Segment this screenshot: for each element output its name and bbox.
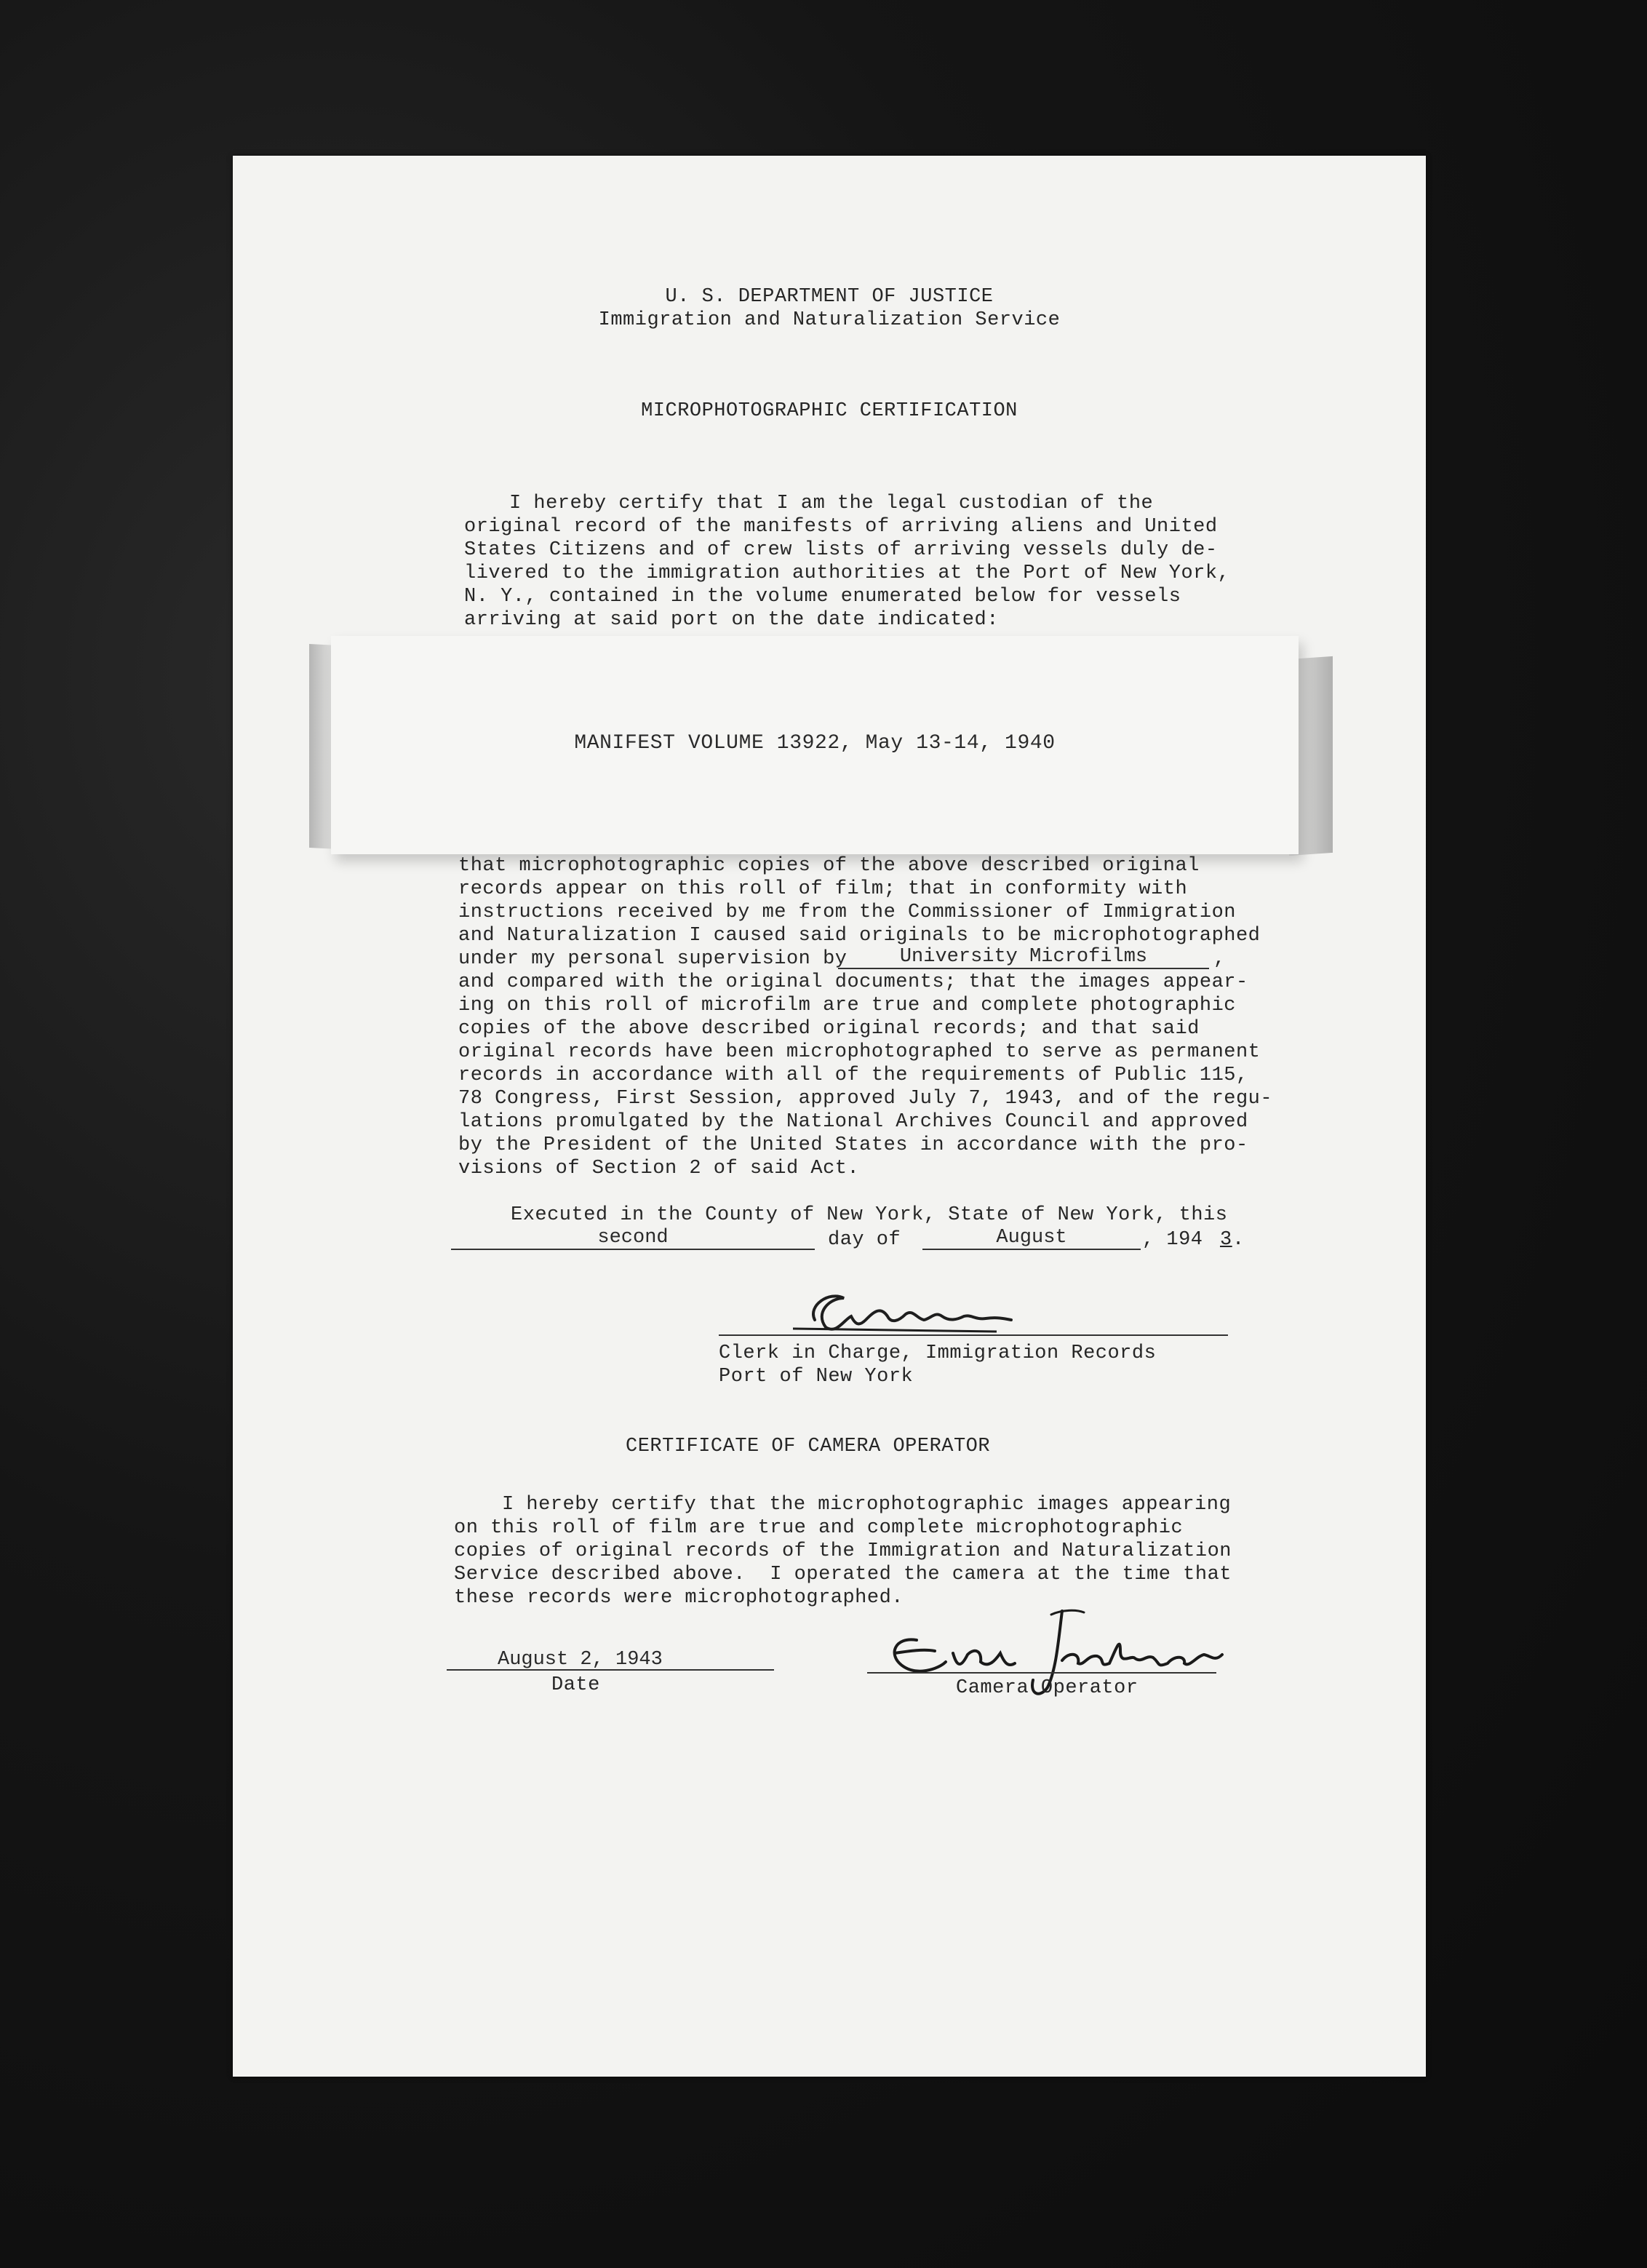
date-field: August 2, 1943 xyxy=(447,1649,774,1671)
intro-line: States Citizens and of crew lists of arriving vessels duly de- xyxy=(464,539,1218,561)
clerk-port: Port of New York xyxy=(719,1366,914,1388)
body-line: and compared with the original documents; that the images appear- xyxy=(458,971,1248,993)
camera-line: I hereby certify that the microphotographic images appearing xyxy=(502,1494,1232,1516)
body-line: visions of Section 2 of said Act. xyxy=(458,1158,860,1179)
body-line: records in accordance with all of the requirements of Public 115, xyxy=(458,1065,1248,1086)
camera-line: on this roll of film are true and complete microphotographic xyxy=(454,1517,1184,1539)
execution-year-suffix: 3 xyxy=(1220,1229,1232,1251)
manifest-volume-text: MANIFEST VOLUME 13922, May 13-14, 1940 xyxy=(574,732,1056,755)
camera-line: these records were microphotographed. xyxy=(454,1587,904,1609)
body-line: records appear on this roll of film; that in conformity with xyxy=(458,878,1188,900)
body-line: copies of the above described original records; and that said xyxy=(458,1018,1200,1040)
intro-line: I hereby certify that I am the legal custodian of the xyxy=(509,493,1154,514)
body-line: instructions received by me from the Commissioner of Immigration xyxy=(458,902,1236,923)
execution-period: . xyxy=(1232,1229,1245,1251)
body-line: ing on this roll of microfilm are true and complete photographic xyxy=(458,995,1236,1016)
manifest-slip xyxy=(331,636,1299,854)
execution-line: Executed in the County of New York, State of New York, this xyxy=(511,1204,1228,1226)
execution-day-field: second xyxy=(451,1227,815,1250)
camera-line: copies of original records of the Immigration and Naturalization xyxy=(454,1540,1232,1562)
camera-line: Service described above. I operated the camera at the time that xyxy=(454,1564,1232,1585)
camera-certificate-title: CERTIFICATE OF CAMERA OPERATOR xyxy=(626,1436,991,1457)
date-label: Date xyxy=(551,1674,600,1696)
certification-title: MICROPHOTOGRAPHIC CERTIFICATION xyxy=(641,400,1018,422)
clerk-signature-line xyxy=(719,1334,1228,1336)
body-line: that microphotographic copies of the above described original xyxy=(458,855,1200,877)
body-line: under my personal supervision by xyxy=(458,948,848,970)
intro-line: original record of the manifests of arriving aliens and United xyxy=(464,516,1218,538)
day-of-label: day of xyxy=(828,1229,901,1251)
body-line: and Naturalization I caused said originals to be microphotographed xyxy=(458,925,1261,947)
body-line: 78 Congress, First Session, approved July 7, 1943, and of the regu- xyxy=(458,1088,1273,1110)
intro-line: arriving at said port on the date indicated: xyxy=(464,609,999,631)
clerk-title: Clerk in Charge, Immigration Records xyxy=(719,1342,1157,1364)
body-line: original records have been microphotographed to serve as permanent xyxy=(458,1041,1261,1063)
certificate-page: U. S. DEPARTMENT OF JUSTICE Immigration and Naturalization Service MICROPHOTOGRAPHIC CERTIFICATION I hereby certify that I am the legal custodian of the original record of the manifests of arriving aliens and United States Citizens and of crew lists of arriving vessels duly de- livered to the immigration authorities at the Port of New York, N. Y., contained in the volume enumerated below for vessels arriving at said port on the date indicated: MANIFEST VOLUME 13922, May 13-14, 1940 that microphotographic copies of the above described original records appear on this roll of film; that in conformity with instructions received by me from the Commissioner of Immigration and Naturalization I caused said originals to be microphotographed under my personal supervision by University Microfilms , and compared with the original documents; that the images appear- ing on this roll of microfilm are true and complete photographic copies of the above described original records; and that said original records have been microphotographed to serve as permanent records in accordance with all of the requirements of Public 115, 78 Congress, First Session, approved July 7, 1943, and of the regu- lations promulgated by the National Archives Council and approved by the President of the United States in accordance with the pro- visions of Section 2 of said Act. Executed in the County of New York, State of New York, this second day of August , 194 3 . Clerk in Charge, Immigration Records Port of New York CERTIFICATE OF CAMERA OPERATOR I hereby certify that the microphotographic images appearing on this roll of film are true and complete microphotographic copies of original records of the Immigration and Naturalization Service described above. I operated the camera at the time that these records were microphotographed. August 2, 1943 Date Camera Operator xyxy=(233,156,1426,2077)
execution-month-field: August xyxy=(922,1227,1141,1250)
body-line: by the President of the United States in accordance with the pro- xyxy=(458,1134,1248,1156)
supervisor-field: University Microfilms xyxy=(838,946,1209,969)
intro-line: N. Y., contained in the volume enumerated below for vessels xyxy=(464,586,1181,608)
intro-line: livered to the immigration authorities at the Port of New York, xyxy=(464,562,1230,584)
department-heading: U. S. DEPARTMENT OF JUSTICE xyxy=(665,286,994,308)
operator-label: Camera Operator xyxy=(956,1677,1138,1699)
service-heading: Immigration and Naturalization Service xyxy=(598,309,1061,331)
operator-signature-line xyxy=(867,1672,1216,1674)
body-line: lations promulgated by the National Archives Council and approved xyxy=(458,1111,1248,1133)
execution-year-prefix: , 194 xyxy=(1142,1229,1203,1251)
